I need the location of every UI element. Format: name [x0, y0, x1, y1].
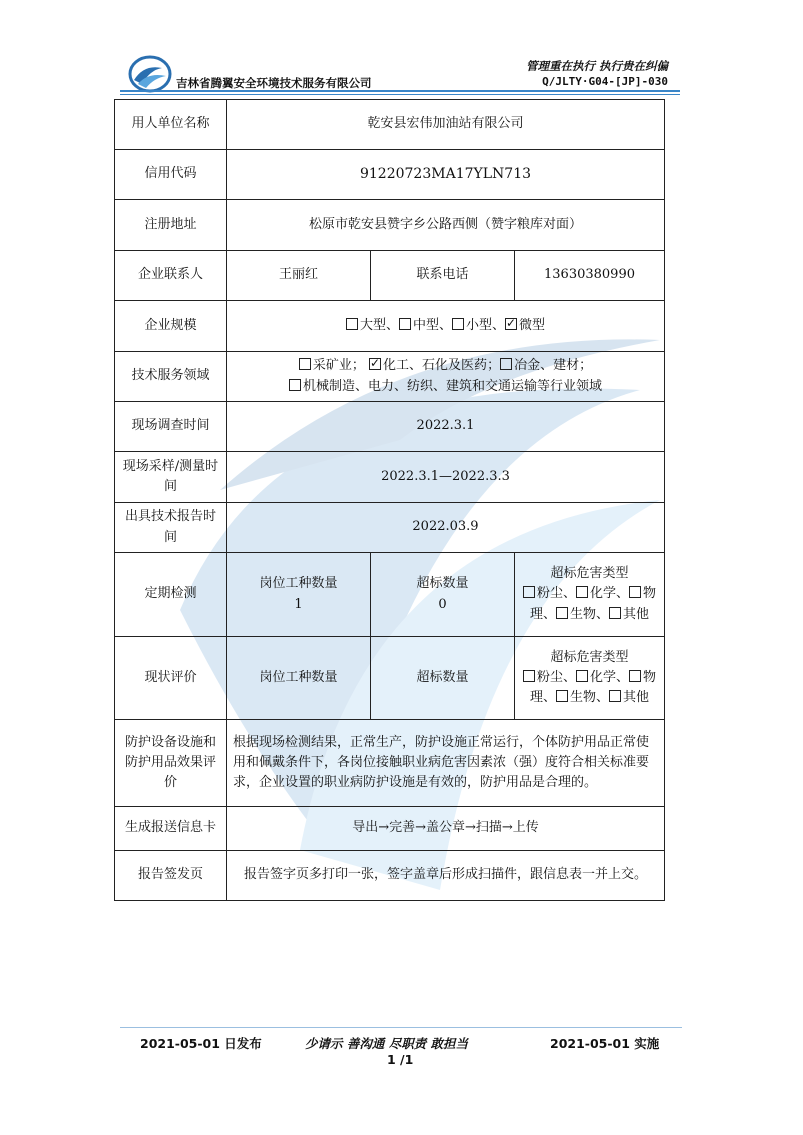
- company-name: 吉林省腾翼安全环境技术服务有限公司: [176, 76, 372, 90]
- current-physical-checkbox[interactable]: [629, 670, 641, 682]
- hazard-chemical-checkbox[interactable]: [576, 586, 588, 598]
- information-form: [114, 99, 665, 901]
- unit-value: 乾安县宏伟加油站有限公司: [227, 100, 665, 150]
- hazard-option: 化学: [589, 669, 616, 685]
- hazard-option: 其他: [623, 606, 650, 622]
- sign-label: 报告签发页: [115, 851, 227, 901]
- contact-value: 王丽红: [227, 251, 371, 301]
- row-sampling-time: [115, 452, 665, 503]
- effective-date: 2021-05-01 实施: [550, 1036, 660, 1051]
- field-options: 采矿业； ✓化工、石化及医药； 冶金、建材； 机械制造、电力、纺织、建筑和交通运输等行业领域: [227, 352, 665, 402]
- scale-option: 小型: [466, 317, 493, 333]
- phone-value: 13630380990: [515, 251, 665, 301]
- field-option: 冶金、建材: [514, 358, 580, 374]
- hazard-dust-checkbox[interactable]: [523, 586, 535, 598]
- company-logo: [128, 54, 172, 94]
- periodic-post-label: 岗位工种数量: [259, 576, 338, 592]
- hazard-option: 生物: [569, 690, 596, 706]
- current-exceed-label: 超标数量: [371, 637, 515, 720]
- footer-rule: [120, 1027, 682, 1028]
- periodic-post: [227, 553, 371, 637]
- hazard-option: 粉尘: [536, 586, 563, 602]
- field-mining-checkbox[interactable]: [299, 358, 311, 370]
- sampling-time-value: 2022.3.1—2022.3.3: [227, 452, 665, 503]
- survey-time-label: 现场调查时间: [115, 402, 227, 452]
- field-option: 采矿业: [312, 358, 352, 374]
- address-label: 注册地址: [115, 200, 227, 251]
- current-other-checkbox[interactable]: [609, 690, 621, 702]
- field-option: 化工、石化及医药: [383, 358, 488, 374]
- current-dust-checkbox[interactable]: [523, 670, 535, 682]
- unit-label: 用人单位名称: [115, 100, 227, 150]
- current-biological-checkbox[interactable]: [556, 690, 568, 702]
- row-report-time: [115, 503, 665, 553]
- periodic-hazard-label: 超标危害类型: [550, 566, 629, 582]
- hazard-physical-checkbox[interactable]: [629, 586, 641, 598]
- scale-option: 中型: [412, 317, 439, 333]
- header-rule-thin: [120, 94, 680, 95]
- row-unit: [115, 100, 665, 150]
- scale-large-checkbox[interactable]: [346, 318, 358, 330]
- periodic-post-value: 1: [294, 596, 303, 612]
- field-option: 机械制造、电力、纺织、建筑和交通运输等行业领域: [302, 378, 602, 394]
- current-hazard-label: 超标危害类型: [550, 649, 629, 665]
- periodic-exceed: [371, 553, 515, 637]
- scale-medium-checkbox[interactable]: [399, 318, 411, 330]
- hazard-option: 生物: [569, 606, 596, 622]
- protection-label: 防护设备设施和防护用品效果评价: [115, 720, 227, 807]
- current-post-label: 岗位工种数量: [227, 637, 371, 720]
- protection-value: 根据现场检测结果，正常生产，防护设施正常运行，个体防护用品正常使用和佩戴条件下，各岗位接触职业病危害因素浓（强）度符合相关标准要求，企业设置的职业病防护设施是有效的，防护用品是合理的。: [227, 720, 665, 807]
- header-slogan: 管理重在执行 执行贵在纠偏: [525, 59, 668, 73]
- hazard-option: 粉尘: [536, 669, 563, 685]
- scale-micro-checkbox[interactable]: [505, 318, 517, 330]
- sign-value: 报告签字页多打印一张，签字盖章后形成扫描件，跟信息表一并上交。: [227, 851, 665, 901]
- current-chemical-checkbox[interactable]: [576, 670, 588, 682]
- row-current: [115, 637, 665, 720]
- card-label: 生成报送信息卡: [115, 807, 227, 851]
- field-chemical-checkbox[interactable]: [369, 358, 381, 370]
- row-contact: [115, 251, 665, 301]
- current-label: 现状评价: [115, 637, 227, 720]
- field-label: 技术服务领域: [115, 352, 227, 402]
- report-time-label: 出具技术报告时间: [115, 503, 227, 553]
- row-sign: [115, 851, 665, 901]
- scale-option: 大型: [359, 317, 386, 333]
- row-periodic: [115, 553, 665, 637]
- header-rule: [120, 90, 680, 92]
- row-protection: [115, 720, 665, 807]
- row-card: [115, 807, 665, 851]
- field-metallurgy-checkbox[interactable]: [500, 358, 512, 370]
- report-time-value: 2022.03.9: [227, 503, 665, 553]
- card-value: 导出→完善→盖公章→扫描→上传: [227, 807, 665, 851]
- hazard-option: 物理: [529, 669, 657, 706]
- row-credit: [115, 150, 665, 200]
- hazard-option: 物理: [529, 586, 657, 622]
- release-date: 2021-05-01 日发布: [140, 1036, 262, 1051]
- sampling-time-label: 现场采样/测量时间: [115, 452, 227, 503]
- periodic-label: 定期检测: [115, 553, 227, 637]
- contact-label: 企业联系人: [115, 251, 227, 301]
- periodic-exceed-label: 超标数量: [416, 576, 469, 592]
- credit-label: 信用代码: [115, 150, 227, 200]
- scale-options: 大型、 中型、 小型、✓ 微型: [227, 301, 665, 352]
- row-field: [115, 352, 665, 402]
- hazard-option: 其他: [623, 690, 650, 706]
- hazard-option: 化学: [589, 586, 616, 602]
- scale-label: 企业规模: [115, 301, 227, 352]
- current-hazard: 超标危害类型 粉尘、 化学、 物理、 生物、 其他: [515, 637, 665, 720]
- survey-time-value: 2022.3.1: [227, 402, 665, 452]
- row-survey-time: [115, 402, 665, 452]
- periodic-exceed-value: 0: [438, 596, 447, 612]
- row-scale: [115, 301, 665, 352]
- credit-value: 91220723MA17YLN713: [227, 150, 665, 200]
- address-value: 松原市乾安县赞字乡公路西侧（赞字粮库对面）: [227, 200, 665, 251]
- footer-motto: 少请示 善沟通 尽职责 敢担当: [305, 1036, 469, 1051]
- scale-small-checkbox[interactable]: [452, 318, 464, 330]
- periodic-hazard: 超标危害类型 粉尘、 化学、 物理、 生物、 其他: [515, 553, 665, 637]
- row-address: [115, 200, 665, 251]
- hazard-biological-checkbox[interactable]: [556, 607, 568, 619]
- document-code: Q/JLTY·G04-[JP]-030: [542, 75, 668, 88]
- phone-label: 联系电话: [371, 251, 515, 301]
- scale-option: 微型: [519, 317, 546, 333]
- hazard-other-checkbox[interactable]: [609, 607, 621, 619]
- page-number: 1 /1: [387, 1052, 414, 1067]
- field-manufacturing-checkbox[interactable]: [289, 379, 301, 391]
